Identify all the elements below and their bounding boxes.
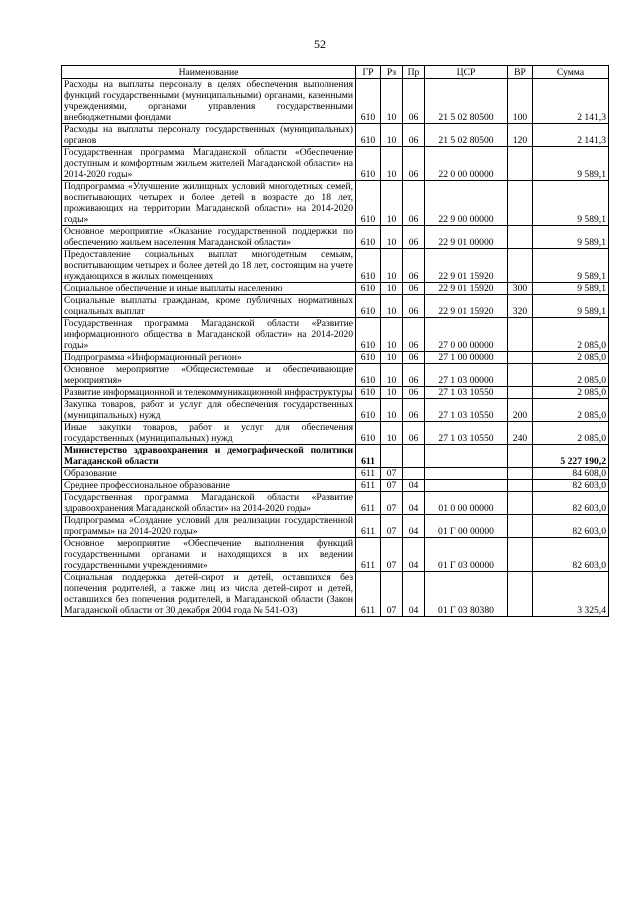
cell-vr — [508, 249, 533, 283]
cell-rz: 10 — [381, 295, 403, 318]
cell-name: Социальное обеспечение и иные выплаты населению — [62, 283, 356, 295]
cell-sum: 9 589,1 — [533, 295, 609, 318]
table-row — [62, 538, 609, 572]
cell-rz: 07 — [381, 538, 403, 572]
cell-csr: 27 1 00 00000 — [425, 352, 508, 364]
cell-pr: 06 — [403, 399, 425, 422]
cell-vr — [508, 572, 533, 617]
cell-rz: 10 — [381, 249, 403, 283]
cell-gr: 610 — [356, 226, 381, 249]
table-row — [62, 492, 609, 515]
cell-vr — [508, 226, 533, 249]
cell-rz — [381, 445, 403, 468]
cell-gr: 611 — [356, 572, 381, 617]
cell-name: Подпрограмма «Создание условий для реализации государственной программы» на 2014-2020 годы» — [62, 515, 356, 538]
table-row — [62, 249, 609, 283]
table-row — [62, 572, 609, 617]
cell-pr: 04 — [403, 538, 425, 572]
cell-gr: 610 — [356, 181, 381, 226]
cell-name: Основное мероприятие «Оказание государственной поддержки по обеспечению жильем населения Магаданской области» — [62, 226, 356, 249]
cell-csr: 21 5 02 80500 — [425, 124, 508, 147]
cell-vr — [508, 147, 533, 181]
col-header-rz: Рз — [381, 66, 403, 79]
cell-gr: 610 — [356, 124, 381, 147]
col-header-pr: Пр — [403, 66, 425, 79]
cell-sum: 82 603,0 — [533, 492, 609, 515]
cell-vr — [508, 480, 533, 492]
cell-vr — [508, 352, 533, 364]
table-row — [62, 318, 609, 352]
cell-pr: 06 — [403, 181, 425, 226]
cell-rz: 10 — [381, 147, 403, 181]
cell-sum: 9 589,1 — [533, 147, 609, 181]
table-row — [62, 283, 609, 295]
cell-rz: 07 — [381, 480, 403, 492]
cell-pr: 06 — [403, 283, 425, 295]
cell-csr: 27 1 03 10550 — [425, 399, 508, 422]
cell-sum: 2 085,0 — [533, 387, 609, 399]
cell-name: Среднее профессиональное образование — [62, 480, 356, 492]
cell-name: Иные закупки товаров, работ и услуг для обеспечения государственных (муниципальных) нужд — [62, 422, 356, 445]
cell-name: Государственная программа Магаданской области «Обеспечение доступным и комфортным жильем жителей Магаданской области» на 2014-2020 годы» — [62, 147, 356, 181]
cell-rz: 10 — [381, 283, 403, 295]
cell-sum: 9 589,1 — [533, 226, 609, 249]
cell-sum: 84 608,0 — [533, 468, 609, 480]
cell-csr: 22 9 01 15920 — [425, 249, 508, 283]
cell-sum: 2 085,0 — [533, 318, 609, 352]
cell-sum: 3 325,4 — [533, 572, 609, 617]
cell-vr — [508, 318, 533, 352]
cell-csr: 01 Г 03 00000 — [425, 538, 508, 572]
col-header-csr: ЦСР — [425, 66, 508, 79]
cell-gr: 610 — [356, 399, 381, 422]
cell-name: Образование — [62, 468, 356, 480]
table-header-row — [62, 66, 609, 79]
cell-vr: 240 — [508, 422, 533, 445]
col-header-name: Наименование — [62, 66, 356, 79]
cell-name: Основное мероприятие «Обеспечение выполнения функций государственными органами и находящихся в их ведении государственными учреждениями» — [62, 538, 356, 572]
cell-csr — [425, 445, 508, 468]
cell-sum: 2 085,0 — [533, 399, 609, 422]
cell-rz: 07 — [381, 572, 403, 617]
cell-name: Социальные выплаты гражданам, кроме публичных нормативных социальных выплат — [62, 295, 356, 318]
cell-gr: 610 — [356, 364, 381, 387]
cell-gr: 611 — [356, 515, 381, 538]
cell-rz: 07 — [381, 492, 403, 515]
cell-vr — [508, 181, 533, 226]
cell-vr — [508, 515, 533, 538]
cell-rz: 10 — [381, 422, 403, 445]
cell-sum: 2 085,0 — [533, 364, 609, 387]
table-row — [62, 295, 609, 318]
cell-name: Государственная программа Магаданской области «Развитие информационного общества в Магаданской области» на 2014-2020 годы» — [62, 318, 356, 352]
cell-gr: 611 — [356, 480, 381, 492]
cell-rz: 07 — [381, 468, 403, 480]
cell-name: Социальная поддержка детей-сирот и детей, оставшихся без попечения родителей, а также лиц из числа детей-сирот и детей, оставшихся без попечения родителей, в Магаданской области (Закон Магаданской области от 30 декабря 2004 года № 541-ОЗ) — [62, 572, 356, 617]
cell-csr: 27 1 03 10550 — [425, 422, 508, 445]
cell-pr: 06 — [403, 352, 425, 364]
cell-rz: 10 — [381, 181, 403, 226]
cell-gr: 610 — [356, 79, 381, 124]
table-row — [62, 79, 609, 124]
cell-sum: 2 085,0 — [533, 422, 609, 445]
cell-pr: 06 — [403, 295, 425, 318]
cell-gr: 610 — [356, 249, 381, 283]
cell-name: Министерство здравоохранения и демографической политики Магаданской области — [62, 445, 356, 468]
table-row — [62, 445, 609, 468]
cell-csr: 21 5 02 80500 — [425, 79, 508, 124]
cell-vr — [508, 445, 533, 468]
cell-pr: 06 — [403, 124, 425, 147]
table-row — [62, 352, 609, 364]
cell-name: Расходы на выплаты персоналу в целях обеспечения выполнения функций государственными (муниципальными) органами, казенными учреждениями, органами управления государственными внебюджетными фондами — [62, 79, 356, 124]
cell-name: Государственная программа Магаданской области «Развитие здравоохранения Магаданской области» на 2014-2020 годы» — [62, 492, 356, 515]
cell-vr — [508, 387, 533, 399]
cell-gr: 610 — [356, 283, 381, 295]
cell-pr: 04 — [403, 515, 425, 538]
table-row — [62, 515, 609, 538]
cell-csr: 22 9 01 15920 — [425, 283, 508, 295]
cell-pr: 06 — [403, 79, 425, 124]
table-row — [62, 468, 609, 480]
cell-gr: 611 — [356, 492, 381, 515]
cell-csr: 27 1 03 10550 — [425, 387, 508, 399]
page-number: 52 — [314, 37, 326, 51]
cell-csr: 22 9 00 00000 — [425, 181, 508, 226]
cell-pr: 06 — [403, 249, 425, 283]
cell-sum: 5 227 190,2 — [533, 445, 609, 468]
cell-rz: 10 — [381, 79, 403, 124]
cell-pr: 04 — [403, 480, 425, 492]
table-row — [62, 480, 609, 492]
cell-csr: 01 Г 03 80380 — [425, 572, 508, 617]
cell-sum: 82 603,0 — [533, 515, 609, 538]
cell-name: Основное мероприятие «Общесистемные и обеспечивающие мероприятия» — [62, 364, 356, 387]
cell-pr: 06 — [403, 147, 425, 181]
cell-name: Закупка товаров, работ и услуг для обеспечения государственных (муниципальных) нужд — [62, 399, 356, 422]
cell-gr: 610 — [356, 147, 381, 181]
cell-pr: 06 — [403, 226, 425, 249]
cell-pr: 06 — [403, 318, 425, 352]
table-row — [62, 364, 609, 387]
cell-rz: 10 — [381, 387, 403, 399]
cell-vr: 200 — [508, 399, 533, 422]
cell-name: Развитие информационной и телекоммуникационной инфраструктуры — [62, 387, 356, 399]
cell-pr — [403, 468, 425, 480]
cell-pr: 06 — [403, 364, 425, 387]
table-row — [62, 181, 609, 226]
cell-rz: 10 — [381, 318, 403, 352]
cell-sum: 9 589,1 — [533, 283, 609, 295]
cell-gr: 611 — [356, 468, 381, 480]
cell-pr: 06 — [403, 422, 425, 445]
cell-sum: 9 589,1 — [533, 181, 609, 226]
cell-pr: 06 — [403, 387, 425, 399]
cell-rz: 10 — [381, 399, 403, 422]
cell-pr — [403, 445, 425, 468]
table-row — [62, 124, 609, 147]
budget-table — [61, 65, 609, 617]
cell-sum: 82 603,0 — [533, 538, 609, 572]
cell-gr: 610 — [356, 318, 381, 352]
cell-csr: 22 9 01 15920 — [425, 295, 508, 318]
cell-rz: 10 — [381, 352, 403, 364]
col-header-sum: Сумма — [533, 66, 609, 79]
cell-vr: 320 — [508, 295, 533, 318]
col-header-vr: ВР — [508, 66, 533, 79]
cell-name: Расходы на выплаты персоналу государственных (муниципальных) органов — [62, 124, 356, 147]
cell-csr: 01 0 00 00000 — [425, 492, 508, 515]
cell-vr: 120 — [508, 124, 533, 147]
cell-csr: 22 0 00 00000 — [425, 147, 508, 181]
cell-csr: 27 1 03 00000 — [425, 364, 508, 387]
cell-vr: 300 — [508, 283, 533, 295]
cell-gr: 611 — [356, 538, 381, 572]
col-header-gr: ГР — [356, 66, 381, 79]
cell-csr: 27 0 00 00000 — [425, 318, 508, 352]
cell-sum: 9 589,1 — [533, 249, 609, 283]
cell-sum: 82 603,0 — [533, 480, 609, 492]
cell-sum: 2 141,3 — [533, 79, 609, 124]
table-row — [62, 399, 609, 422]
cell-vr — [508, 492, 533, 515]
cell-csr — [425, 468, 508, 480]
cell-csr: 22 9 01 00000 — [425, 226, 508, 249]
cell-rz: 10 — [381, 364, 403, 387]
cell-rz: 10 — [381, 124, 403, 147]
cell-name: Предоставление социальных выплат многодетным семьям, воспитывающим четырех и более детей до 18 лет, состоящим на учете нуждающихся в жилых помещениях — [62, 249, 356, 283]
cell-gr: 610 — [356, 387, 381, 399]
cell-gr: 610 — [356, 422, 381, 445]
cell-gr: 610 — [356, 352, 381, 364]
cell-name: Подпрограмма «Улучшение жилищных условий многодетных семей, воспитывающих четырех и более детей в возрасте до 18 лет, проживающих на территории Магаданской области» на 2014-2020 годы» — [62, 181, 356, 226]
cell-pr: 04 — [403, 492, 425, 515]
cell-vr — [508, 538, 533, 572]
table-row — [62, 422, 609, 445]
cell-name: Подпрограмма «Информационный регион» — [62, 352, 356, 364]
cell-sum: 2 141,3 — [533, 124, 609, 147]
cell-vr: 100 — [508, 79, 533, 124]
cell-gr: 610 — [356, 295, 381, 318]
cell-gr: 611 — [356, 445, 381, 468]
cell-vr — [508, 468, 533, 480]
table-row — [62, 147, 609, 181]
table-row — [62, 226, 609, 249]
cell-csr — [425, 480, 508, 492]
cell-rz: 10 — [381, 226, 403, 249]
table-row — [62, 387, 609, 399]
cell-vr — [508, 364, 533, 387]
cell-sum: 2 085,0 — [533, 352, 609, 364]
cell-csr: 01 Г 00 00000 — [425, 515, 508, 538]
cell-pr: 04 — [403, 572, 425, 617]
cell-rz: 07 — [381, 515, 403, 538]
